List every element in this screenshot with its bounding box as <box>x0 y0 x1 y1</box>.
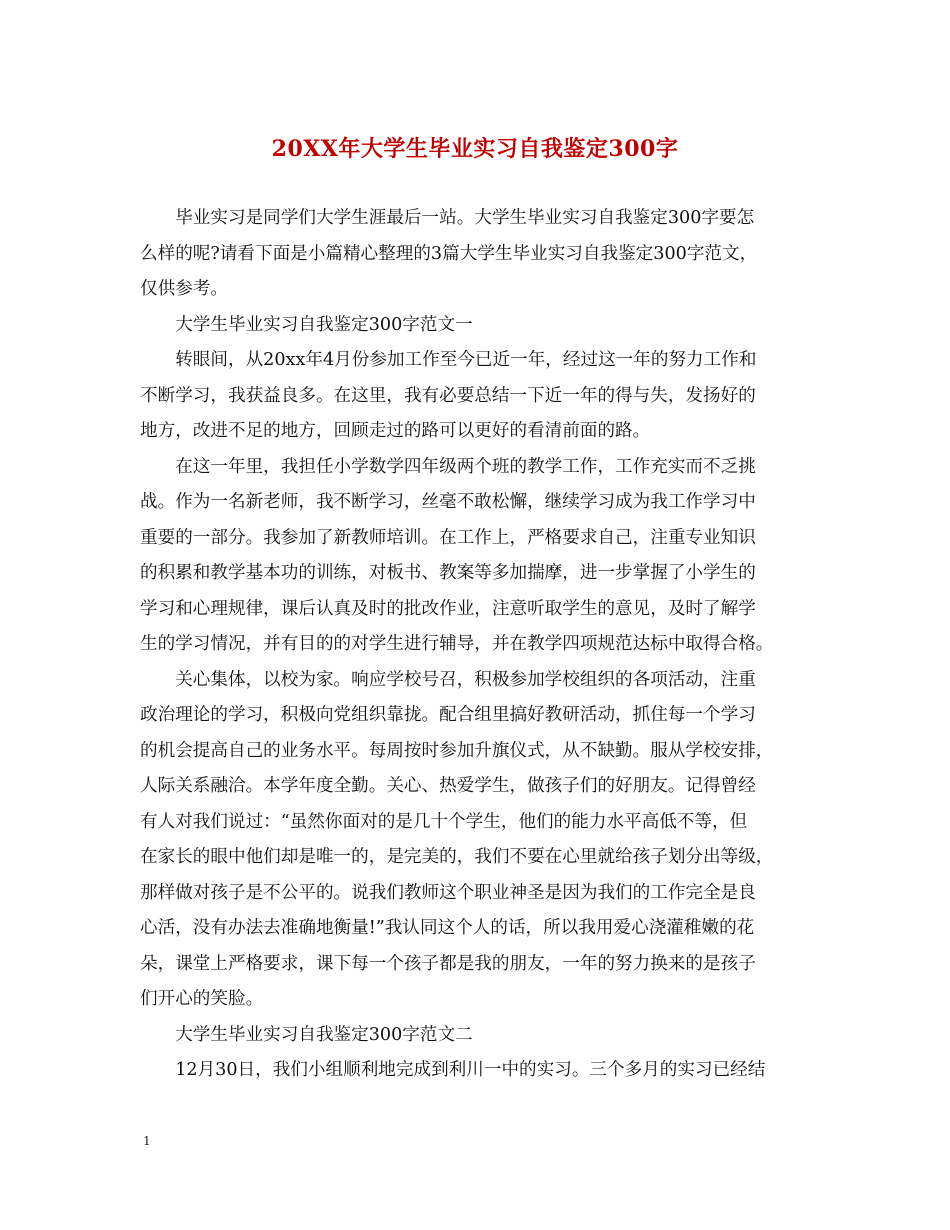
page-number: 1 <box>143 1134 151 1148</box>
paragraph-1: 转眼间，从20xx年4月份参加工作至今已近一年，经过这一年的努力工作和 不断学习，我获益良多。在这里，我有必要总结一下近一年的得与失，发扬好的 地方，改进不足的地方，回顾走过的路可以更好的看清前面的路。 <box>140 350 757 441</box>
section-heading-1: 大学生毕业实习自我鉴定300字范文一 <box>175 314 473 335</box>
paragraph-4: 12月30日，我们小组顺利地完成到利川一中的实习。三个多月的实习已经结 <box>175 1060 766 1080</box>
document-title: 20XX年大学生毕业实习自我鉴定300字 <box>271 136 679 162</box>
paragraph-intro: 毕业实习是同学们大学生涯最后一站。大学生毕业实习自我鉴定300字要怎 么样的呢?请看下面是小篇精心整理的3篇大学生毕业实习自我鉴定300字范文， 仅供参考。 <box>140 208 758 299</box>
section-heading-2: 大学生毕业实习自我鉴定300字范文二 <box>175 1024 473 1045</box>
paragraph-3: 关心集体，以校为家。响应学校号召，积极参加学校组织的各项活动，注重 政治理论的学习，积极向党组织靠拢。配合组里搞好教研活动，抓住每一个学习 的机会提高自己的业务水平。每周按时参加升旗仪式，从不缺勤。服从学校安排， 人际关系融洽。本学年度全勤。关心、热爱学生，做孩子们的好朋友。记得曾经 有人对我们说过：“虽然你面对的是几十个学生，他们的能力水平高低不等，但 在家长的眼中他们却是唯一的，是完美的，我们不要在心里就给孩子划分出等级， 那样做对孩子是不公平的。说我们教师这个职业神圣是因为我们的工作完全是良 心活，没有办法去准确地衡量!”我认同这个人的话，所以我用爱心浇灌稚嫩的花 朵，课堂上严格要求，课下每一个孩子都是我的朋友，一年的努力换来的是孩子 们开心的笑脸。 <box>140 669 774 1009</box>
paragraph-2: 在这一年里，我担任小学数学四年级两个班的教学工作，工作充实而不乏挑 战。作为一名新老师，我不断学习，丝毫不敢松懈，继续学习成为我工作学习中 重要的一部分。我参加了新教师培训。在工作上，严格要求自己，注重专业知识 的积累和教学基本功的训练，对板书、教案等多加揣摩，进一步掌握了小学生的 学习和心理规律，课后认真及时的批改作业，注意听取学生的意见，及时了解学 生的学习情况，并有目的的对学生进行辅导，并在教学四项规范达标中取得合格。 <box>140 456 774 654</box>
document-body <box>140 201 812 1089</box>
